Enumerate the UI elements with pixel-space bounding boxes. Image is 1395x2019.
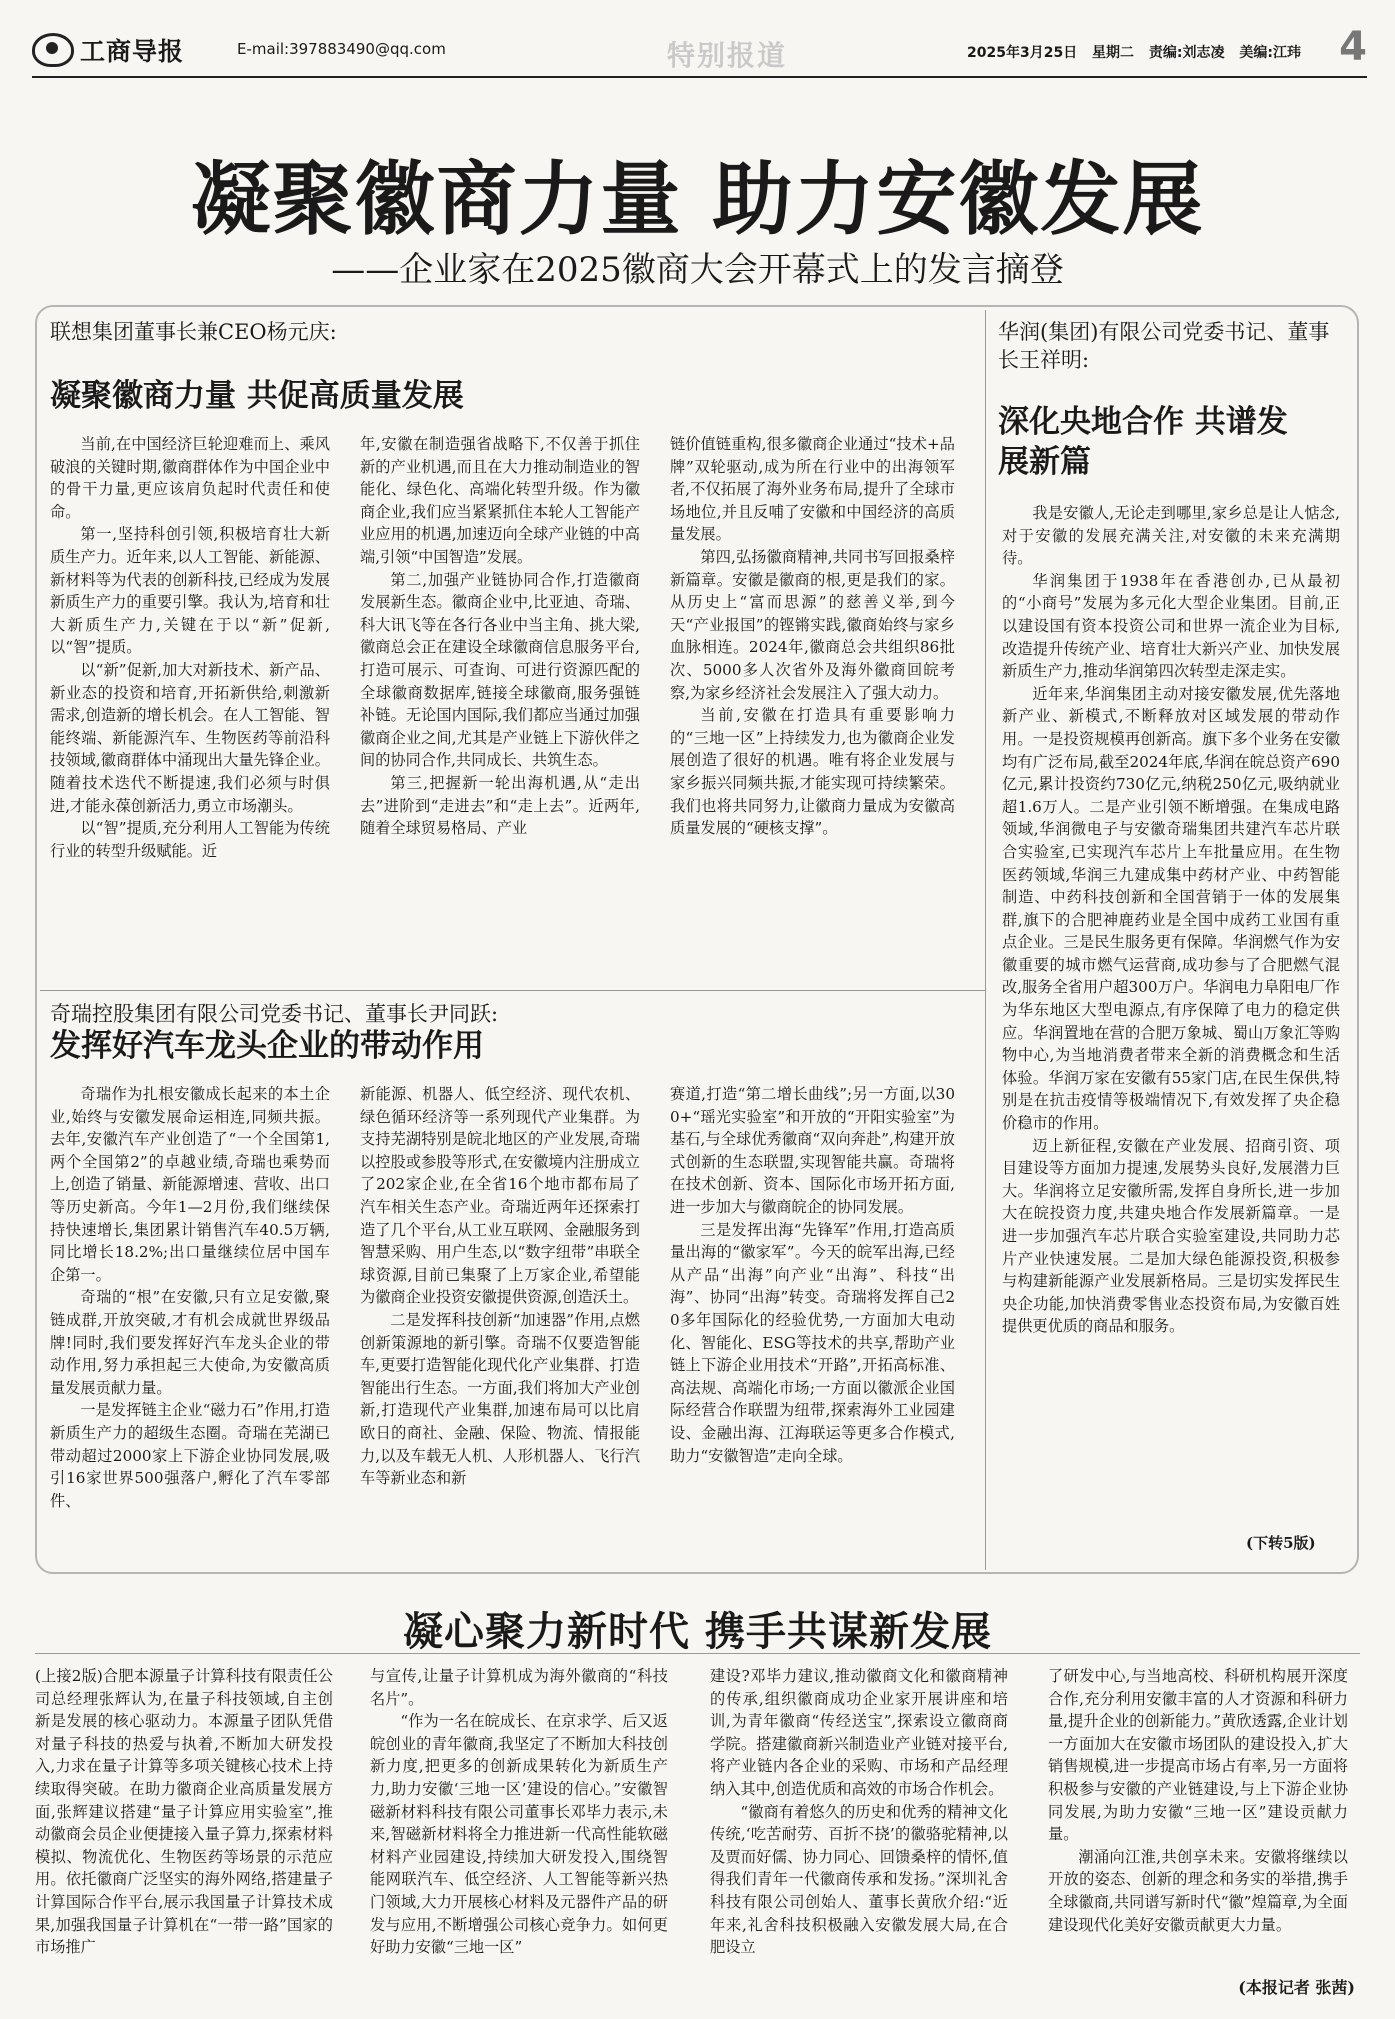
reporter-signature: (本报记者 张茜) [1238,1978,1355,1997]
article2-col2 [360,1083,640,1490]
paragraph: 第三,把握新一轮出海机遇,从“走出去”进阶到“走进去”和“走上去”。近两年,随着全球贸易格局、产业 [360,773,640,838]
paragraph: 与宣传,让量子计算机成为海外徽商的“科技名片”。 [370,1667,668,1708]
paragraph: 一是发挥链主企业“磁力石”作用,打造新质生产力的超级生态圈。奇瑞在芜湖已带动超过2000家上下游企业协同发展,吸引16家世界500强落户,孵化了汽车零部件、 [50,1401,330,1510]
paragraph: 我是安徽人,无论走到哪里,家乡总是让人惦念,对于安徽的发展充满关注,对安徽的未来充满期待。 [1002,504,1340,568]
bottom-divider [35,1653,1360,1654]
section-label: 特别报道 [667,39,788,72]
paragraph: 建设?邓毕力建议,推动徽商文化和徽商精神的传承,组织徽商成功企业家开展讲座和培训,为青年徽商“传经送宝”,探索设立徽商商学院。搭建徽商新兴制造业产业链对接平台,将产业链内各企业的采购、市场和产品经理纳入其中,创造优质和高效的市场合作机会。 [710,1667,1008,1798]
article1-col2 [360,433,640,840]
masthead-divider [32,76,1367,78]
paragraph: 奇瑞的“根”在安徽,只有立足安徽,聚链成群,开放突破,才有机会成就世界级品牌!同时,我们要发挥好汽车龙头企业的带动作用,努力承担起三大使命,为安徽高质量发展贡献力量。 [50,1288,330,1397]
eye-logo-icon [32,33,74,67]
paragraph: (上接2版)合肥本源量子计算科技有限责任公司总经理张辉认为,在量子科技领域,自主创新是发展的核心驱动力。本源量子团队凭借对量子科技的热爱与执着,不断加大研发投入,力求在量子计算等多项关键核心技术上持续取得突破。在助力徽商企业高质量发展方面,张辉建议搭建“量子计算应用实验室”,推动徽商会员企业便捷接入量子算力,探索材料模拟、物流优化、生物医药等场景的示范应用。依托徽商广泛坚实的海外网络,搭建量子计算国际合作平台,展示我国量子计算技术成果,加强我国量子计算机在“一带一路”国家的市场推广 [35,1667,333,1957]
article1-col1 [50,433,330,862]
main-subheadline: ——企业家在2025徽商大会开幕式上的发言摘登 [331,250,1064,290]
article3-speaker: 华润(集团)有限公司党委书记、董事长王祥明: [998,320,1330,372]
paragraph: 以“新”促新,加大对新技术、新产品、新业态的投资和培育,开拓新供给,刺激新需求,创造新的增长机会。在人工智能、智能终端、新能源汽车、生物医药等前沿科技领域,徽商群体中涌现出大量先锋企业。随着技术迭代不断提速,我们必须与时俱进,才能永葆创新活力,勇立市场潮头。 [50,660,330,815]
paragraph: 链价值链重构,很多徽商企业通过“技术+品牌”双轮驱动,成为所在行业中的出海领军者,不仅拓展了海外业务布局,提升了全球市场地位,并且反哺了安徽和中国经济的高质量发展。 [670,435,955,544]
paragraph: 二是发挥科技创新“加速器”作用,点燃创新策源地的新引擎。奇瑞不仅要造智能车,更要打造智能化现代化产业集群、打造智能出行生态。一方面,我们将加大产业创新,打造现代产业集群,加速布局可以比肩欧日的商社、金融、保险、物流、情报能力,以及车载无人机、人形机器人、飞行汽车等新业态和新 [360,1310,640,1488]
article1-title: 凝聚徽商力量 共促高质量发展 [50,378,464,414]
paper-name: 工商导报 [80,37,185,66]
article3-body [1002,502,1340,1338]
article2-col1 [50,1083,330,1512]
paragraph: 华润集团于1938年在香港创办,已从最初的“小商号”发展为多元化大型企业集团。目前,正以建设国有资本投资公司和世界一流企业为目标,改造提升传统产业、培育壮大新兴产业、加快发展新质生产力,推动华润第四次转型走深走实。 [1002,571,1340,681]
main-headline: 凝聚徽商力量 助力安徽发展 [190,153,1205,246]
bottom-col3 [710,1665,1008,1959]
page-number: 4 [1339,24,1367,70]
paragraph: 新能源、机器人、低空经济、现代农机、绿色循环经济等一系列现代产业集群。为支持芜湖特别是皖北地区的产业发展,奇瑞以控股或参股等形式,在安徽境内注册成立了202家企业,在全省16个地市都布局了汽车相关生态产业。奇瑞近两年还探索打造了几个平台,从工业互联网、金融服务到智慧采购、用户生态,以“数字纽带”串联全球资源,目前已集聚了上万家企业,希望能为徽商企业投资安徽提供资源,创造沃土。 [360,1085,640,1307]
bottom-col2 [370,1665,668,1959]
bottom-col4 [1048,1665,1348,1936]
paragraph: 奇瑞作为扎根安徽成长起来的本土企业,始终与安徽发展命运相连,同频共振。去年,安徽汽车产业创造了“一个全国第1,两个全国第2”的卓越业绩,奇瑞也乘势而上,创造了销量、新能源增速、营收、出口等历史新高。今年1—2月份,我们继续保持快速增长,集团累计销售汽车40.5万辆,同比增长18.2%;出口量继续位居中国车企第一。 [50,1085,330,1284]
continued-note: (下转5版) [1246,1534,1316,1552]
paragraph: 了研发中心,与当地高校、科研机构展开深度合作,充分利用安徽丰富的人才资源和科研力量,提升企业的创新能力。”黄欣透露,企业计划一方面加大在安徽市场团队的建设投入,扩大销售规模,进一步提高市场占有率,另一方面将积极参与安徽的产业链建设,与上下游企业协同发展,为助力安徽“三地一区”建设贡献力量。 [1048,1667,1348,1844]
paragraph: 当前,安徽在打造具有重要影响力的“三地一区”上持续发力,也为徽商企业发展创造了很好的机遇。唯有将企业发展与家乡振兴同频共振,才能实现可持续繁荣。我们也将共同努力,让徽商力量成为安徽高质量发展的“硬核支撑”。 [670,706,955,838]
paragraph: 赛道,打造“第二增长曲线”;另一方面,以300+“瑶光实验室”和开放的“开阳实验室”为基石,与全球优秀徽商“双向奔赴”,构建开放式创新的生态联盟,实现智能共赢。奇瑞将在技术创新、资本、国际化市场开拓方面,进一步加大与徽商皖企的协同发展。 [670,1085,955,1216]
bottom-headline: 凝心聚力新时代 携手共谋新发展 [403,1609,992,1655]
paper-logo [32,28,222,72]
article2-title: 发挥好汽车龙头企业的带动作用 [50,1028,484,1064]
article1-speaker: 联想集团董事长兼CEO杨元庆: [50,320,337,344]
paragraph: 第四,弘扬徽商精神,共同书写回报桑梓新篇章。安徽是徽商的根,更是我们的家。从历史上“富而思源”的慈善义举,到今天“产业报国”的铿锵实践,徽商始终与家乡血脉相连。2024年,徽商总会共组织86批次、5000多人次省外及海外徽商回皖考察,为家乡经济社会发展注入了强大动力。 [670,547,955,702]
article1-col3 [670,433,955,840]
paragraph: 潮涌向江淮,共创享未来。安徽将继续以开放的姿态、创新的理念和务实的举措,携手全球徽商,共同谱写新时代“徽”煌篇章,为全面建设现代化美好安徽贡献更大力量。 [1048,1847,1348,1934]
column-divider [985,310,986,1570]
paragraph: 第一,坚持科创引领,积极培育壮大新质生产力。近年来,以人工智能、新能源、新材料等为代表的创新科技,已经成为发展新质生产力的重要引擎。我认为,培育和壮大新质生产力,关键在于以“新”促新,以“智”提质。 [50,525,330,657]
contact-email: E-mail:397883490@qq.com [237,40,446,58]
paragraph: 年,安徽在制造强省战略下,不仅善于抓住新的产业机遇,而且在大力推动制造业的智能化、绿色化、高端化转型升级。作为徽商企业,我们应当紧紧抓住本轮人工智能产业应用的机遇,加速迈向全球产业链的中高端,引领“中国智造”发展。 [360,435,640,566]
article-divider [40,990,985,991]
paragraph: 当前,在中国经济巨轮迎难而上、乘风破浪的关键时期,徽商群体作为中国企业中的骨干力量,更应该肩负起时代责任和使命。 [50,435,330,521]
masthead [32,24,1367,74]
paragraph: 近年来,华润集团主动对接安徽发展,优先落地新产业、新模式,不断释放对区域发展的带动作用。一是投资规模再创新高。旗下多个业务在安徽均有广泛布局,截至2024年底,华润在皖总资产690亿元,累计投资约730亿元,纳税250亿元,吸纳就业超1.6万人。二是产业引领不断增强。在集成电路领域,华润微电子与安徽奇瑞集团共建汽车芯片联合实验室,已实现汽车芯片上车批量应用。在生物医药领域,华润三九建成集中药材产业、中药智能制造、中药科技创新和全国营销于一体的发展集群,旗下的合肥神鹿药业是全国中成药工业国有重点企业。三是民生服务更有保障。华润燃气作为安徽重要的城市燃气运营商,成功参与了合肥燃气混改,服务全省用户超300万户。华润电力阜阳电厂作为华东地区大型电源点,有序保障了电力的稳定供应。华润置地在营的合肥万象城、蜀山万象汇等购物中心,为当地消费者带来全新的消费概念和生活体验。华润万家在安徽有55家门店,在民生保供,特别是在抗击疫情等极端情况下,有效发挥了央企稳价稳市的作用。 [1002,684,1340,1133]
paragraph: “作为一名在皖成长、在京求学、后又返皖创业的青年徽商,我坚定了不断加大科技创新力度,把更多的创新成果转化为新质生产力,助力安徽‘三地一区’建设的信心。”安徽智磁新材料科技有限公司董事长邓毕力表示,未来,智磁新材料将全力推进新一代高性能软磁材料产业园建设,持续加大研发投入,围绕智能网联汽车、低空经济、人工智能等新兴热门领域,大力开展核心材料及元器件产品的研发与应用,不断增强公司核心竞争力。如何更好助力安徽“三地一区” [370,1712,668,1957]
paragraph: 迈上新征程,安徽在产业发展、招商引资、项目建设等方面加力提速,发展势头良好,发展潜力巨大。华润将立足安徽所需,发挥自身所长,进一步加大在皖投资力度,共建央地合作发展新篇章。一是进一步加强汽车芯片联合实验室建设,共同助力芯片产业快速发展。二是加大绿色能源投资,积极参与构建新能源产业发展新格局。三是切实发挥民生央企功能,加快消费零售业态投资布局,为安徽百姓提供更优质的商品和服务。 [1002,1136,1340,1336]
paragraph: 以“智”提质,充分利用人工智能为传统行业的转型升级赋能。近 [50,819,330,860]
issue-meta: 2025年3月25日 星期二 责编:刘志凌 美编:江玮 [967,45,1302,61]
paragraph: 第二,加强产业链协同合作,打造徽商发展新生态。徽商企业中,比亚迪、奇瑞、科大讯飞等在各行各业中当主角、挑大梁,徽商总会正在建设全球徽商信息服务平台,打造可展示、可查询、可进行资源匹配的全球徽商数据库,链接全球徽商,服务强链补链。无论国内国际,我们都应当通过加强徽商企业之间,尤其是产业链上下游伙伴之间的协同合作,共同成长、共筑生态。 [360,570,640,770]
paragraph: 三是发挥出海“先锋军”作用,打造高质量出海的“徽家军”。今天的皖军出海,已经从产品“出海”向产业“出海”、科技“出海”、协同“出海”转变。奇瑞将发挥自己20多年国际化的经验优势,一方面加大电动化、智能化、ESG等技术的共享,帮助产业链上下游企业用技术“开路”,开拓高标准、高法规、高端化市场;一方面以徽派企业国际经营合作联盟为纽带,探索海外工业园建设、金融出海、江海联运等更多合作模式,助力“安徽智造”走向全球。 [670,1220,955,1465]
article2-speaker: 奇瑞控股集团有限公司党委书记、董事长尹同跃: [50,1002,499,1026]
paragraph: “徽商有着悠久的历史和优秀的精神文化传统,‘吃苦耐劳、百折不挠’的徽骆驼精神,以及贾而好儒、协力同心、回馈桑梓的情怀,值得我们青年一代徽商传承和发扬。”深圳礼舍科技有限公司创始人、董事长黄欣介绍:“近年来,礼舍科技积极融入安徽发展大局,在合肥设立 [710,1802,1008,1957]
article2-col3 [670,1083,955,1467]
article3-title: 深化央地合作 共谱发展新篇 [998,404,1288,480]
bottom-col1 [35,1665,333,1959]
